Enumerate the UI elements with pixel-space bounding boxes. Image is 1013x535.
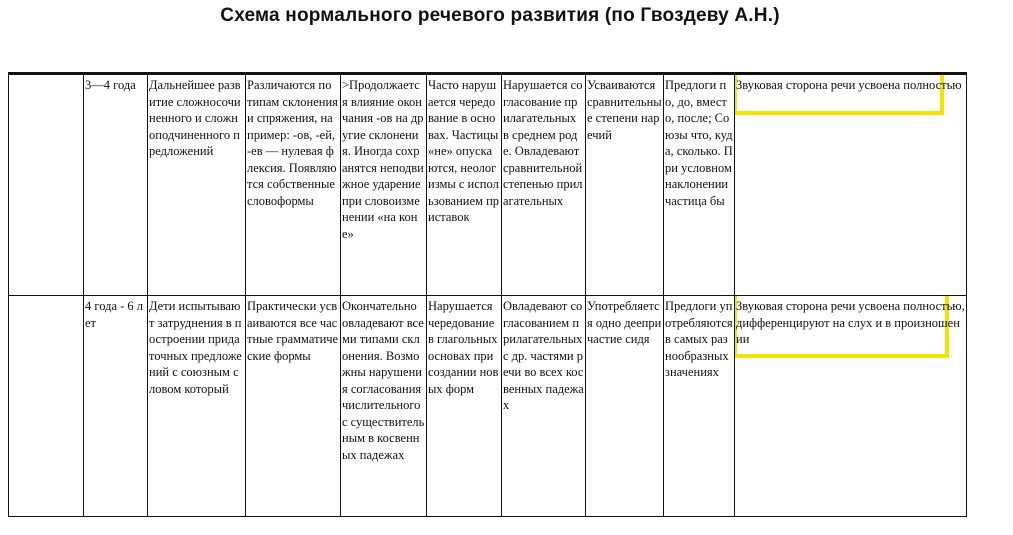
adjectives-cell: Нарушается согласование прилагательных в среднем роде. Овладевают сравнительной степенью прилагательных <box>502 74 586 296</box>
sound-side-cell <box>735 74 967 296</box>
adjectives-cell: Овладевают согласованием прилагательных с др. частями речи во всех косвенных падежах <box>502 296 586 517</box>
sound-side-cell <box>735 296 967 517</box>
prepositions-cell: Предлоги употребляются в самых разнообразных значениях <box>664 296 735 517</box>
empty-cell <box>9 296 84 517</box>
alternation-cell: Часто нарушается чередование в основах. Частицы «не» опускаются, неологизмы с использованием приставок <box>427 74 502 296</box>
adverb-degrees-cell: Усваиваются сравнительные степени наречий <box>586 74 664 296</box>
table-row <box>9 296 967 517</box>
noun-forms-cell: Различаются по типам склонения и спряжения, например: -ов, -ей, -ев — нулевая флексия. Появляются собственные словоформы <box>246 74 341 296</box>
sound-side-text: Звуковая сторона речи усвоена полностью <box>736 78 962 92</box>
syntax-cell: Дети испытывают затруднения в построении придаточных предложений с союзным словом который <box>148 296 246 517</box>
declension-cell: >Продолжается влияние окончания -ов на другие склонения. Иногда сохранятся неподвижное ударение при словоизменении «на коне» <box>341 74 427 296</box>
sound-side-text: Звуковая сторона речи усвоена полностью, дифференцируют на слух и в произношении <box>736 299 965 346</box>
declension-cell: Окончательно овладевают всеми типами склонения. Возможны нарушения согласования числительного с существительным в косвенных падежах <box>341 296 427 517</box>
syntax-cell: Дальнейшее развитие сложносочиненного и сложноподчиненного предложений <box>148 74 246 296</box>
age-cell: 3—4 года <box>84 74 148 296</box>
empty-cell <box>9 74 84 296</box>
page-title: Схема нормального речевого развития (по Гвоздеву А.Н.) <box>220 5 780 26</box>
prepositions-cell: Предлоги по, до, вместо, после; Союзы что, куда, сколько. При условном наклонении частица бы <box>664 74 735 296</box>
adverb-degrees-cell: Употребляется одно деепричастие сидя <box>586 296 664 517</box>
age-cell: 4 года - 6 лет <box>84 296 148 517</box>
speech-development-table <box>8 72 966 512</box>
noun-forms-cell: Практически усваиваются все частные грамматические формы <box>246 296 341 517</box>
alternation-cell: Нарушается чередование в глагольных основах при создании новых форм <box>427 296 502 517</box>
table-row <box>9 74 967 296</box>
